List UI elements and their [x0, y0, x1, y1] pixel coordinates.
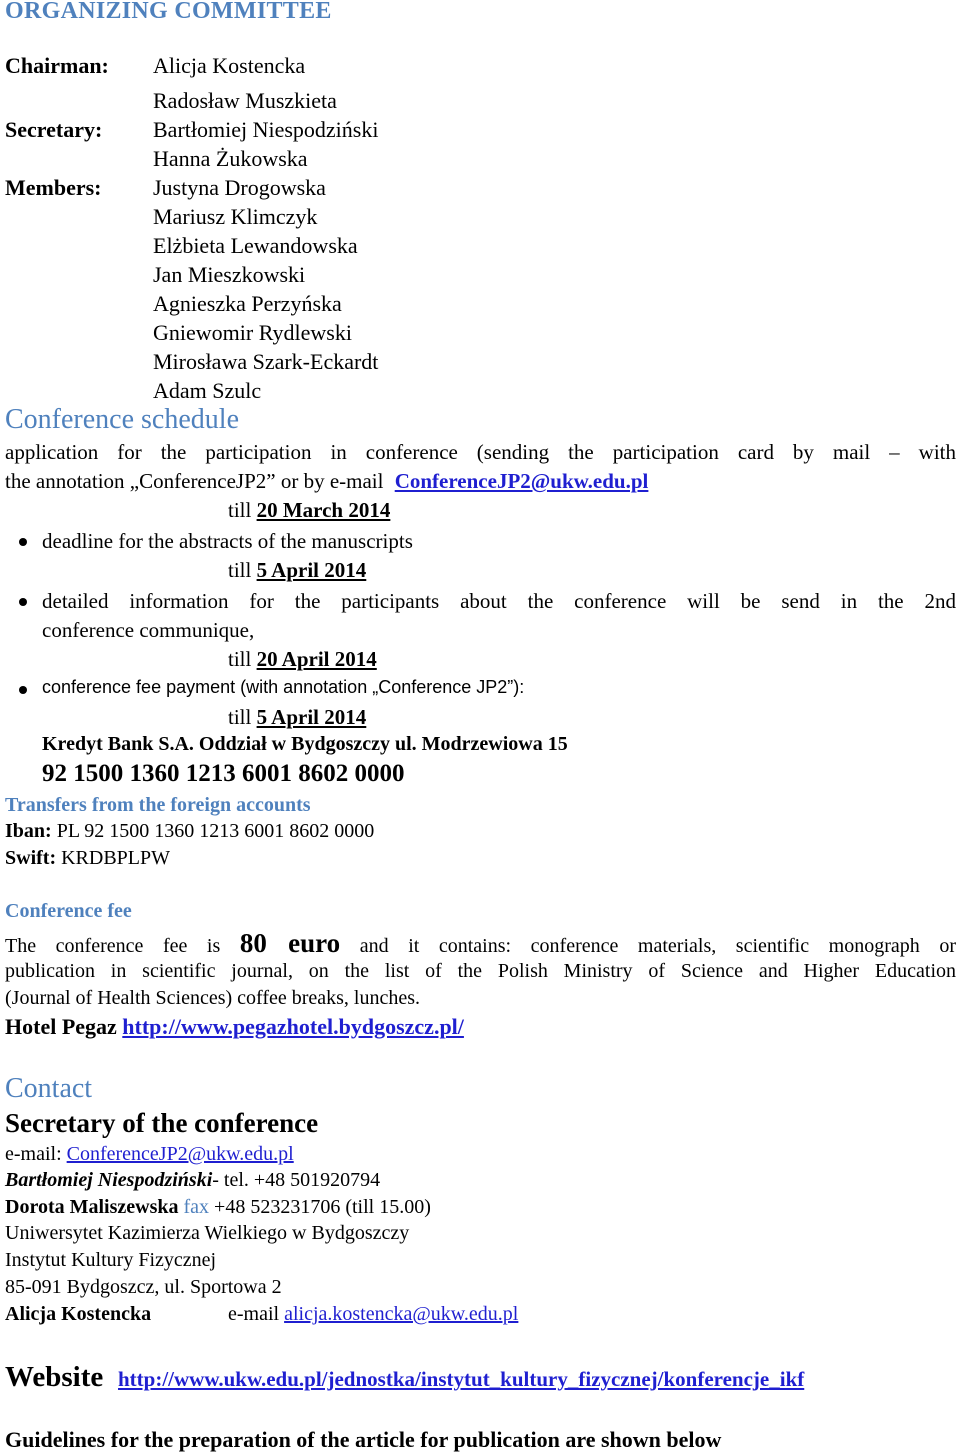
- hotel-line: [5, 1014, 464, 1040]
- members-label: Members:: [5, 175, 102, 200]
- iban-line: [5, 820, 374, 843]
- till-prefix: till: [228, 558, 257, 582]
- deadline-date: 5 April 2014: [256, 558, 367, 582]
- address-line: Instytut Kultury Fizycznej: [5, 1249, 217, 1271]
- till-line: [228, 498, 390, 523]
- schedule-item: detailed information for the participants about the conference will be send in the 2nd: [42, 589, 956, 613]
- committee-member: Radosław Muszkieta: [153, 88, 337, 113]
- committee-member: Elżbieta Lewandowska: [153, 233, 358, 258]
- website-label: Website: [5, 1361, 104, 1393]
- transfers-heading: Transfers from the foreign accounts: [5, 794, 311, 816]
- bullet-icon: [19, 598, 27, 606]
- bank-name: Kredyt Bank S.A. Oddział w Bydgoszczy ul. Modrzewiowa 15: [42, 733, 568, 755]
- website-link[interactable]: http://www.ukw.edu.pl/jednostka/instytut_kultury_fizycznej/konferencje_ikf: [118, 1367, 805, 1391]
- fee-text: The conference fee is: [5, 935, 240, 957]
- bullet-icon: [19, 538, 27, 546]
- committee-member: Mirosława Szark-Eckardt: [153, 349, 379, 374]
- contact-person-fax: +48 523231706 (till 15.00): [209, 1196, 431, 1218]
- fee-line2: publication in scientific journal, on the list of the Polish Ministry of Science and Higher Education: [5, 960, 956, 982]
- fee-line3: (Journal of Health Sciences) coffee breaks, lunches.: [5, 987, 421, 1009]
- contact-person-email-link[interactable]: alicja.kostencka@ukw.edu.pl: [284, 1303, 519, 1325]
- address-line: 85-091 Bydgoszcz, ul. Sportowa 2: [5, 1276, 282, 1298]
- address-line: Uniwersytet Kazimierza Wielkiego w Bydgoszczy: [5, 1222, 410, 1244]
- till-line: [228, 705, 366, 730]
- committee-heading: ORGANIZING COMMITTEE: [5, 0, 332, 24]
- intro-email-link[interactable]: ConferenceJP2@ukw.edu.pl: [394, 469, 649, 493]
- deadline-date: 5 April 2014: [256, 705, 367, 729]
- fee-heading: Conference fee: [5, 900, 132, 922]
- contact-email-link[interactable]: ConferenceJP2@ukw.edu.pl: [66, 1143, 294, 1165]
- contact-person-name: Alicja Kostencka: [5, 1303, 152, 1325]
- schedule-item: conference fee payment (with annotation „Conference JP2”):: [42, 677, 525, 697]
- schedule-intro-line2: [5, 469, 648, 494]
- committee-member: Mariusz Klimczyk: [153, 204, 318, 229]
- committee-member: Adam Szulc: [153, 378, 262, 403]
- contact-heading: Contact: [5, 1073, 93, 1104]
- contact-person-line: [5, 1196, 431, 1219]
- till-line: [228, 558, 366, 583]
- committee-member: Justyna Drogowska: [153, 175, 326, 200]
- contact-person-name: Dorota Maliszewska: [5, 1196, 184, 1218]
- fee-text: and it contains: conference materials, scientific monograph or: [340, 935, 956, 957]
- swift-label: Swift:: [5, 847, 57, 869]
- committee-member: Agnieszka Perzyńska: [153, 291, 342, 316]
- till-prefix: till: [228, 705, 257, 729]
- schedule-heading: Conference schedule: [5, 404, 239, 435]
- committee-member: Alicja Kostencka: [153, 53, 306, 78]
- swift-value: KRDBPLPW: [56, 847, 171, 869]
- iban-value: PL 92 1500 1360 1213 6001 8602 0000: [51, 820, 375, 842]
- schedule-intro-line1: application for the participation in conference (sending the participation card by mail – with: [5, 440, 956, 464]
- committee-member: Bartłomiej Niespodziński: [153, 117, 379, 142]
- contact-person-email-line: [228, 1303, 518, 1326]
- till-prefix: till: [228, 498, 257, 522]
- guidelines-text: Guidelines for the preparation of the article for publication are shown below: [5, 1427, 722, 1452]
- swift-line: [5, 847, 170, 870]
- contact-subheading: Secretary of the conference: [5, 1108, 319, 1138]
- contact-person-phone: - tel. +48 501920794: [212, 1169, 381, 1191]
- committee-member: Hanna Żukowska: [153, 146, 308, 171]
- hotel-link[interactable]: http://www.pegazhotel.bydgoszcz.pl/: [122, 1014, 464, 1039]
- chairman-label: Chairman:: [5, 53, 109, 78]
- email-label: e-mail:: [5, 1143, 67, 1165]
- committee-member: Gniewomir Rydlewski: [153, 320, 352, 345]
- fax-label: fax: [183, 1196, 210, 1218]
- fee-line1: [5, 928, 956, 959]
- deadline-date: 20 April 2014: [256, 647, 377, 671]
- committee-member: Jan Mieszkowski: [153, 262, 306, 287]
- schedule-item-cont: conference communique,: [42, 618, 255, 642]
- schedule-item: deadline for the abstracts of the manuscripts: [42, 529, 413, 553]
- contact-email-line: [5, 1143, 294, 1166]
- till-line: [228, 647, 377, 672]
- till-prefix: till: [228, 647, 257, 671]
- email-label: e-mail: [228, 1303, 285, 1325]
- fee-amount: 80 euro: [239, 928, 341, 958]
- bank-account: 92 1500 1360 1213 6001 8602 0000: [42, 760, 405, 787]
- deadline-date: 20 March 2014: [256, 498, 391, 522]
- contact-person-name: Bartłomiej Niespodziński: [5, 1169, 213, 1191]
- intro-text: the annotation „ConferenceJP2” or by e-mail: [5, 469, 384, 493]
- secretary-label: Secretary:: [5, 117, 103, 142]
- bullet-icon: [19, 686, 27, 694]
- iban-label: Iban:: [5, 820, 52, 842]
- hotel-label: Hotel Pegaz: [5, 1014, 123, 1039]
- contact-person-line: [5, 1303, 151, 1326]
- contact-person-line: [5, 1169, 380, 1192]
